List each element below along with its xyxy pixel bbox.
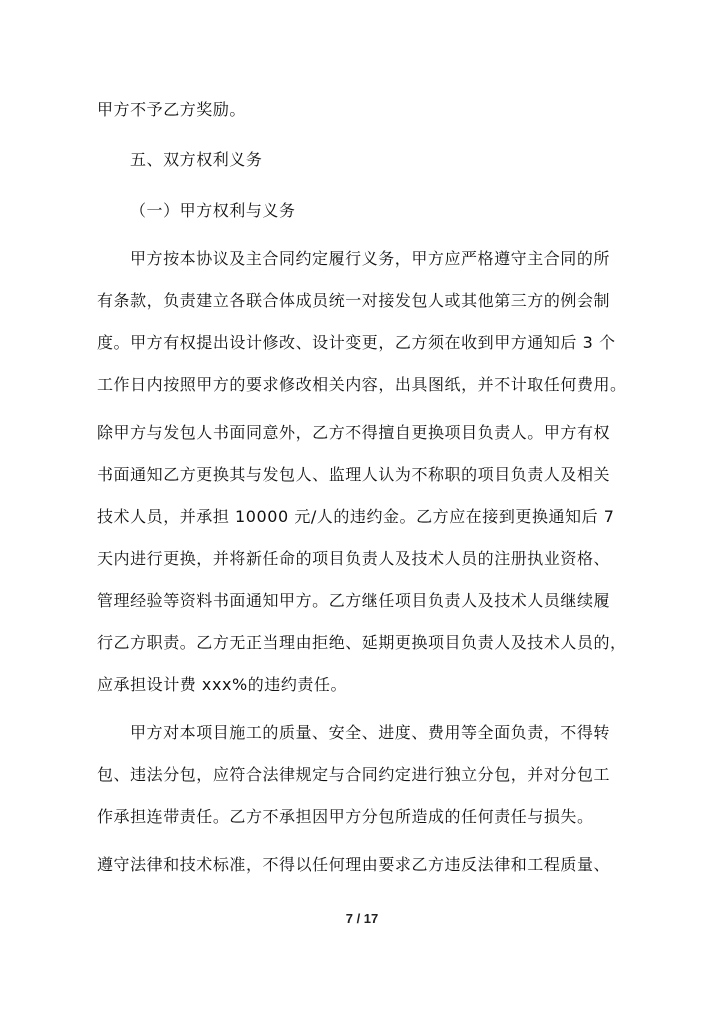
text-line-10: 技术人员，并承担 10000 元/人的违约金。乙方应在接到更换通知后 7 [97,507,615,526]
text-line-1: 甲方不予乙方奖励。 [97,100,246,119]
text-line-5: 有条款，负责建立各联合体成员统一对接发包人或其他第三方的例会制 [97,291,611,310]
text-line-13: 行乙方职责。乙方无正当理由拒绝、延期更换项目负责人及技术人员的， [97,633,627,652]
text-line-17: 作承担连带责任。乙方不承担因甲方分包所造成的任何责任与损失。 [97,807,594,826]
text-line-18: 遵守法律和技术标准，不得以任何理由要求乙方违反法律和工程质量、 [97,855,611,874]
text-line-9: 书面通知乙方更换其与发包人、监理人认为不称职的项目负责人及相关 [97,465,611,484]
text-line-8: 除甲方与发包人书面同意外，乙方不得擅自更换项目负责人。甲方有权 [97,423,611,442]
text-line-14: 应承担设计费 xxx%的违约责任。 [97,675,348,694]
subsection-heading: （一）甲方权利与义务 [130,201,296,220]
text-line-11: 天内进行更换，并将新任命的项目负责人及技术人员的注册执业资格、 [97,549,611,568]
text-line-16: 包、违法分包，应符合法律规定与合同约定进行独立分包，并对分包工 [97,765,611,784]
text-line-6: 度。甲方有权提出设计修改、设计变更，乙方须在收到甲方通知后 3 个 [97,333,616,352]
text-line-12: 管理经验等资料书面通知甲方。乙方继任项目负责人及技术人员继续履 [97,591,611,610]
page-number: 7 / 17 [345,911,379,926]
section-heading: 五、双方权利义务 [130,150,263,169]
text-line-7: 工作日内按照甲方的要求修改相关内容，出具图纸，并不计取任何费用。 [97,375,627,394]
text-line-15: 甲方对本项目施工的质量、安全、进度、费用等全面负责，不得转 [130,723,610,742]
text-line-4: 甲方按本协议及主合同约定履行义务，甲方应严格遵守主合同的所 [130,249,610,268]
